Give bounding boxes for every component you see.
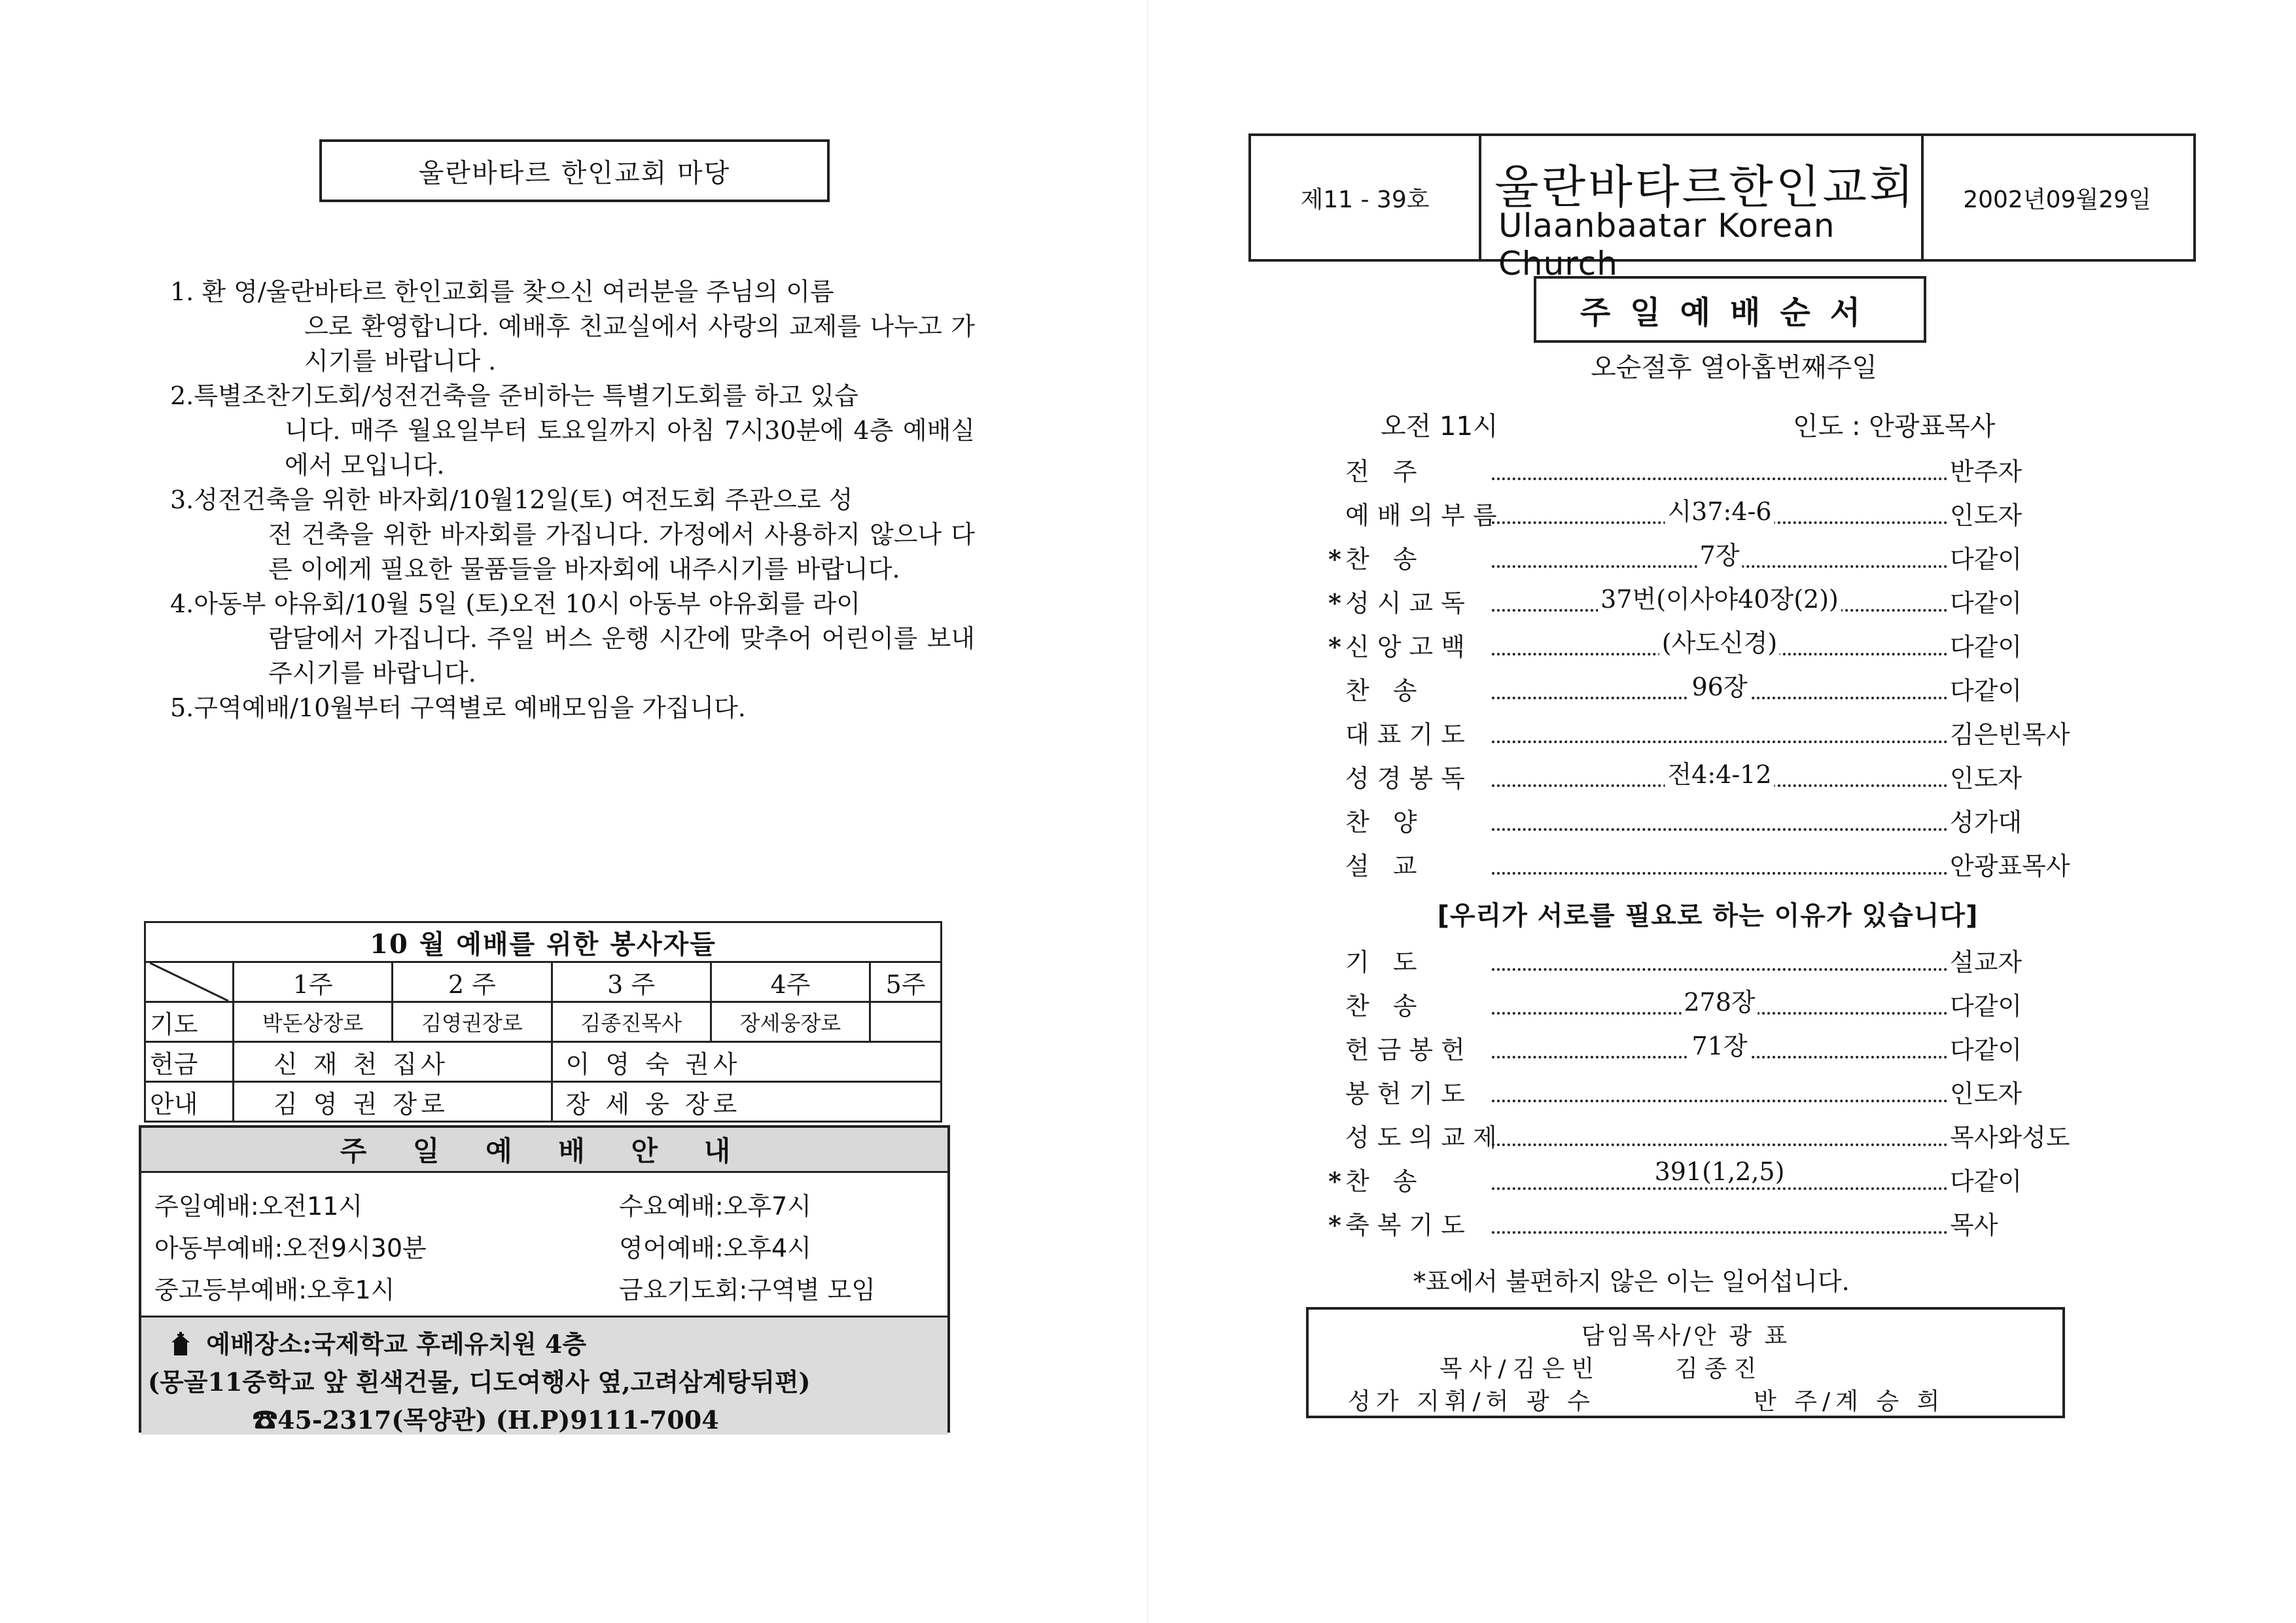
servers-table-title: 10 월 예배를 위한 봉사자들	[145, 922, 942, 962]
prayer-cell: 김영권장로	[393, 1002, 552, 1042]
order-item	[1328, 802, 2087, 846]
order-item-responsible: 목사와성도	[1950, 1123, 2070, 1152]
diagonal-line	[150, 963, 228, 1001]
order-item-name: 전 주	[1345, 457, 1425, 486]
order-item-detail: 시37:4-6	[1665, 491, 1774, 527]
announcement-line: 4.아동부 야유회/10월 5일 (토)오전 10시 아동부 야유회를 라이	[170, 589, 861, 618]
stand-note: *표에서 불편하지 않은 이는 일어섭니다.	[1413, 1267, 1850, 1296]
leader-dots	[1492, 464, 1947, 480]
usher-cell: 김 영 권 장로	[234, 1082, 552, 1122]
order-item-detail: 7장	[1697, 535, 1742, 571]
row-label-offering: 헌금	[145, 1042, 234, 1082]
leader-dots	[1492, 1087, 1947, 1102]
order-item	[1328, 1157, 2087, 1205]
order-item	[1328, 986, 2087, 1030]
order-item-responsible: 인도자	[1950, 501, 2022, 530]
order-item	[1328, 495, 2087, 539]
order-item-name: 예배의부름	[1345, 501, 1505, 530]
worship-guide-row	[154, 1269, 933, 1311]
announcement-text: 니다. 매주 월요일부터 토요일까지 아침 7시30분에 4층 예배실에서 모입니다.	[285, 416, 975, 480]
prayer-cell: 김종진목사	[552, 1002, 711, 1042]
order-item-name: 찬 송	[1345, 1167, 1425, 1196]
church-icon	[168, 1332, 194, 1355]
sermon-title: [우리가 서로를 필요로 하는 이유가 있습니다]	[1437, 901, 1979, 931]
usher-cell: 장 세 웅 장로	[552, 1082, 941, 1122]
leader-dots	[1492, 988, 1947, 1017]
announcement-item	[170, 587, 975, 691]
order-item-responsible: 인도자	[1950, 764, 2022, 793]
senior-pastor: 담임목사/안 광 표	[1581, 1323, 1790, 1350]
worship-phone: ☎45-2317(목양관) (H.P)9111-7004	[253, 1405, 719, 1435]
leader-dots	[1492, 727, 1947, 743]
order-item	[1328, 583, 2087, 627]
leader-dots	[1492, 497, 1947, 526]
week-header: 5주	[870, 962, 942, 1002]
service-leader: 인도 : 안광표목사	[1793, 411, 1996, 442]
announcement-text: 전 건축을 위한 바자회를 가집니다. 가정에서 사용하지 않으나 다른 이에게 필요한 물품들을 바자회에 내주시기를 바랍니다.	[268, 520, 975, 584]
leader-dots	[1492, 859, 1947, 875]
order-item-responsible: 다같이	[1950, 676, 2022, 705]
order-item-name: 찬 송	[1345, 676, 1425, 705]
order-item-responsible: 김은빈목사	[1950, 720, 2070, 749]
order-item	[1328, 539, 2087, 583]
announcement-line: 5.구역예배/10월부터 구역별로 예배모임을 가집니다.	[170, 693, 746, 722]
order-item-detail: 71장	[1689, 1026, 1750, 1062]
madang-title: 울란바타르 한인교회 마당	[418, 158, 731, 188]
order-item-detail: 전4:4-12	[1665, 754, 1774, 790]
order-section-1	[1328, 451, 2087, 890]
order-item-name: 축복기도	[1345, 1211, 1473, 1240]
row-label-usher: 안내	[145, 1082, 234, 1122]
order-item-name: 찬 송	[1345, 545, 1425, 574]
order-item-name: 신앙고백	[1345, 633, 1473, 661]
order-item	[1328, 714, 2087, 758]
announcement-item	[170, 691, 975, 725]
worship-guide-rows	[154, 1185, 933, 1311]
week-header: 1주	[234, 962, 393, 1002]
prayer-cell	[870, 1002, 942, 1042]
church-name-box	[1479, 136, 1924, 283]
associate-pastor: 김종진	[1675, 1355, 1763, 1382]
church-name-korean: 울란바타르한인교회	[1494, 160, 1916, 214]
order-item-detail: 278장	[1681, 982, 1757, 1018]
order-item-name: 찬 송	[1345, 992, 1425, 1021]
service-time: 영어예배:오후4시	[619, 1234, 811, 1263]
order-item	[1328, 1073, 2087, 1117]
order-item-responsible: 인도자	[1950, 1079, 2022, 1108]
order-item	[1328, 1205, 2087, 1249]
madang-title-box	[319, 139, 830, 202]
required-stand-mark: *	[1328, 544, 1341, 574]
announcement-line: 3.성전건축을 위한 바자회/10월12일(토) 여전도회 주관으로 성	[170, 485, 853, 514]
leader-dots	[1492, 1218, 1947, 1234]
order-item	[1328, 1030, 2087, 1073]
required-stand-mark: *	[1328, 632, 1341, 661]
church-name-english: Ulaanbaatar Korean Church	[1498, 207, 1835, 283]
required-stand-mark: *	[1328, 588, 1341, 618]
week-header: 4주	[711, 962, 870, 1002]
issue-number: 제11 - 39호	[1251, 136, 1481, 259]
order-item-detail: 37번(이사야40장(2))	[1598, 579, 1841, 615]
offering-cell: 이 영 숙 권사	[552, 1042, 941, 1082]
required-stand-mark: *	[1328, 1210, 1341, 1240]
leader-dots	[1492, 760, 1947, 789]
accompanist: 반 주/계 승 희	[1754, 1388, 1945, 1415]
order-item-detail: 96장	[1689, 667, 1750, 703]
week-header: 3 주	[552, 962, 711, 1002]
service-time: 주일예배:오전11시	[154, 1192, 363, 1221]
choir-director: 성가 지휘/허 광 수	[1348, 1388, 1595, 1415]
order-section-2	[1328, 942, 2087, 1249]
order-item	[1328, 671, 2087, 714]
required-stand-mark: *	[1328, 1166, 1341, 1196]
order-item	[1328, 1117, 2087, 1161]
bulletin-date: 2002년09월29일	[1963, 186, 2151, 213]
liturgical-subtitle: 오순절후 열아홉번째주일	[1591, 353, 1877, 383]
order-item-responsible: 다같이	[1950, 1167, 2022, 1196]
order-item-name: 헌금봉헌	[1345, 1036, 1473, 1064]
order-item	[1328, 451, 2087, 495]
worship-guide-row	[154, 1185, 933, 1227]
announcement-item	[170, 483, 975, 587]
order-item-name: 기 도	[1345, 948, 1425, 977]
order-item-responsible: 다같이	[1950, 992, 2022, 1021]
announcement-text: 람달에서 가집니다. 주일 버스 운행 시간에 맞추어 어린이를 보내주시기를 바랍니다.	[268, 624, 975, 688]
servers-table	[144, 921, 942, 1123]
order-item-name: 성도의교제	[1345, 1123, 1505, 1152]
order-of-worship-title: 주일예배순서	[1534, 276, 1926, 343]
order-item-name: 성경봉독	[1345, 764, 1473, 793]
order-item-responsible: 다같이	[1950, 545, 2022, 574]
order-item-name: 찬 양	[1345, 808, 1425, 837]
order-item-responsible: 성가대	[1950, 808, 2022, 837]
order-item-detail: (사도신경)	[1659, 623, 1780, 659]
announcement-line: 1. 환 영/울란바타르 한인교회를 찾으신 여러분을 주님의 이름	[170, 277, 834, 306]
leader-dots	[1492, 1130, 1947, 1146]
worship-guide-box	[139, 1125, 950, 1433]
order-item	[1328, 627, 2087, 671]
announcements-list	[170, 275, 975, 725]
order-item-detail: 391(1,2,5)	[1652, 1157, 1788, 1186]
order-item-name: 설 교	[1345, 852, 1425, 881]
order-item-responsible: 다같이	[1950, 1036, 2022, 1064]
page-fold	[1147, 0, 1148, 1623]
leader-dots	[1492, 1032, 1947, 1060]
announcement-text: 으로 환영합니다. 예배후 친교실에서 사랑의 교제를 나누고 가시기를 바랍니다 .	[304, 312, 975, 375]
announcement-item	[170, 275, 975, 379]
leader-dots	[1492, 541, 1947, 570]
order-item	[1328, 942, 2087, 986]
leader-dots	[1492, 585, 1947, 614]
order-item-responsible: 목사	[1950, 1211, 1998, 1240]
worship-address: (몽골11중학교 앞 흰색건물, 디도여행사 옆,고려삼계탕뒤편)	[148, 1367, 811, 1397]
leader-dots	[1492, 672, 1947, 701]
worship-location: 예배장소:국제학교 후레유치원 4층	[206, 1329, 587, 1359]
service-time: 아동부예배:오전9시30분	[154, 1234, 427, 1263]
service-start-time: 오전 11시	[1381, 411, 1498, 442]
order-item-name: 봉헌기도	[1345, 1079, 1473, 1108]
order-item-name: 성시교독	[1345, 589, 1473, 618]
leader-dots	[1492, 955, 1947, 971]
order-item-responsible: 다같이	[1950, 589, 2022, 618]
bulletin-header	[1248, 133, 2196, 283]
location-line	[168, 1324, 586, 1360]
prayer-cell: 장세웅장로	[711, 1002, 870, 1042]
offering-cell: 신 재 천 집사	[234, 1042, 552, 1082]
service-time: 중고등부예배:오후1시	[154, 1276, 395, 1304]
prayer-cell: 박돈상장로	[234, 1002, 393, 1042]
leader-dots	[1492, 629, 1947, 657]
row-label-prayer: 기도	[145, 1002, 234, 1042]
order-item	[1328, 758, 2087, 802]
staff-box	[1306, 1307, 2065, 1418]
announcement-item	[170, 379, 975, 483]
service-time: 금요기도회:구역별 모임	[619, 1276, 875, 1304]
order-item	[1328, 846, 2087, 890]
service-time: 수요예배:오후7시	[619, 1192, 811, 1221]
order-item-responsible: 안광표목사	[1950, 852, 2070, 881]
diagonal-cell	[145, 962, 234, 1002]
order-of-worship-list	[1328, 451, 2087, 1249]
worship-location-box	[141, 1316, 947, 1435]
order-item-name: 대표기도	[1345, 720, 1473, 749]
worship-guide-row	[154, 1227, 933, 1269]
associate-pastor: 목사/김은빈	[1439, 1355, 1601, 1382]
order-item-responsible: 설교자	[1950, 948, 2022, 977]
order-item-responsible: 다같이	[1950, 633, 2022, 661]
announcement-line: 2.특별조찬기도회/성전건축을 준비하는 특별기도회를 하고 있습	[170, 381, 858, 410]
leader-dots	[1492, 1157, 1947, 1190]
week-header: 2 주	[393, 962, 552, 1002]
leader-dots	[1492, 815, 1947, 831]
order-item-responsible: 반주자	[1950, 457, 2022, 486]
worship-guide-title: 주 일 예 배 안 내	[141, 1128, 947, 1173]
